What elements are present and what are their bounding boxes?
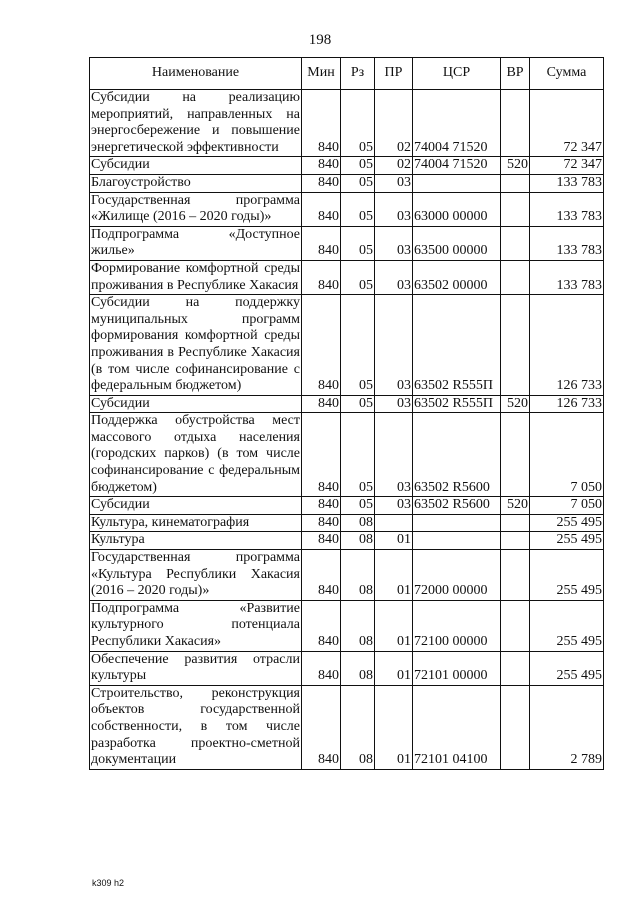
- header-name: Наименование: [90, 58, 302, 90]
- row-vr: [501, 413, 530, 497]
- footer-code: k309 h2: [92, 878, 125, 888]
- table-header-row: [90, 58, 604, 90]
- row-name: Культура, кинематография: [90, 514, 302, 532]
- row-csr: 74004 71520: [413, 90, 501, 157]
- row-sum: 72 347: [530, 157, 604, 175]
- row-min: 840: [302, 514, 341, 532]
- row-name: Государственная программа «Жилище (2016 – 2020 годы)»: [90, 192, 302, 226]
- table-row: [90, 497, 604, 515]
- row-sum: 133 783: [530, 260, 604, 294]
- table-row: [90, 295, 604, 396]
- row-csr: [413, 174, 501, 192]
- row-min: 840: [302, 395, 341, 413]
- row-rz: 08: [341, 651, 375, 685]
- page-number: 198: [308, 32, 332, 48]
- row-csr: 72000 00000: [413, 550, 501, 601]
- row-sum: 2 789: [530, 685, 604, 769]
- row-pr: 03: [375, 395, 413, 413]
- row-vr: [501, 600, 530, 651]
- row-csr: 72101 04100: [413, 685, 501, 769]
- row-csr: 72101 00000: [413, 651, 501, 685]
- row-name: Подпрограмма «Доступное жилье»: [90, 226, 302, 260]
- table-row: [90, 550, 604, 601]
- header-sum: Сумма: [530, 58, 604, 90]
- row-sum: 126 733: [530, 395, 604, 413]
- table-row: [90, 90, 604, 157]
- table-row: [90, 600, 604, 651]
- row-name: Поддержка обустройства мест массового отдыха населения (городских парков) (в том числе софинансирование с федеральным бюджетом): [90, 413, 302, 497]
- row-sum: 7 050: [530, 497, 604, 515]
- row-min: 840: [302, 651, 341, 685]
- table-row: [90, 532, 604, 550]
- row-sum: 133 783: [530, 174, 604, 192]
- row-min: 840: [302, 226, 341, 260]
- row-pr: 03: [375, 497, 413, 515]
- row-pr: 01: [375, 600, 413, 651]
- row-vr: 520: [501, 395, 530, 413]
- table-row: [90, 413, 604, 497]
- row-sum: 255 495: [530, 550, 604, 601]
- row-sum: 7 050: [530, 413, 604, 497]
- row-name: Обеспечение развития отрасли культуры: [90, 651, 302, 685]
- row-pr: 03: [375, 192, 413, 226]
- row-csr: 63502 R555П: [413, 395, 501, 413]
- row-pr: 02: [375, 157, 413, 175]
- row-min: 840: [302, 497, 341, 515]
- row-pr: 03: [375, 413, 413, 497]
- row-sum: 255 495: [530, 651, 604, 685]
- row-min: 840: [302, 295, 341, 396]
- row-min: 840: [302, 600, 341, 651]
- row-pr: 01: [375, 651, 413, 685]
- row-rz: 05: [341, 174, 375, 192]
- row-csr: [413, 532, 501, 550]
- row-vr: [501, 90, 530, 157]
- table-row: [90, 395, 604, 413]
- row-min: 840: [302, 532, 341, 550]
- row-rz: 05: [341, 395, 375, 413]
- table-row: [90, 685, 604, 769]
- row-sum: 126 733: [530, 295, 604, 396]
- row-vr: [501, 260, 530, 294]
- row-name: Субсидии: [90, 497, 302, 515]
- row-csr: 63502 R5600: [413, 413, 501, 497]
- row-sum: 255 495: [530, 532, 604, 550]
- row-min: 840: [302, 90, 341, 157]
- row-min: 840: [302, 550, 341, 601]
- row-pr: 01: [375, 685, 413, 769]
- table-row: [90, 157, 604, 175]
- row-vr: [501, 514, 530, 532]
- table-row: [90, 192, 604, 226]
- row-rz: 05: [341, 226, 375, 260]
- row-vr: [501, 651, 530, 685]
- row-csr: 63500 00000: [413, 226, 501, 260]
- row-min: 840: [302, 413, 341, 497]
- header-rz: Рз: [341, 58, 375, 90]
- row-sum: 133 783: [530, 226, 604, 260]
- row-vr: [501, 295, 530, 396]
- row-rz: 05: [341, 90, 375, 157]
- row-csr: [413, 514, 501, 532]
- row-pr: [375, 514, 413, 532]
- row-min: 840: [302, 260, 341, 294]
- table-body: [90, 90, 604, 770]
- table-row: [90, 174, 604, 192]
- row-pr: 02: [375, 90, 413, 157]
- row-name: Благоустройство: [90, 174, 302, 192]
- row-sum: 133 783: [530, 192, 604, 226]
- row-vr: [501, 174, 530, 192]
- row-vr: 520: [501, 157, 530, 175]
- row-name: Формирование комфортной среды проживания в Республике Хакасия: [90, 260, 302, 294]
- row-name: Субсидии: [90, 395, 302, 413]
- row-csr: 74004 71520: [413, 157, 501, 175]
- row-rz: 08: [341, 685, 375, 769]
- row-csr: 63000 00000: [413, 192, 501, 226]
- row-rz: 08: [341, 550, 375, 601]
- row-sum: 255 495: [530, 600, 604, 651]
- table-row: [90, 260, 604, 294]
- row-rz: 05: [341, 497, 375, 515]
- row-vr: [501, 192, 530, 226]
- row-csr: 63502 R5600: [413, 497, 501, 515]
- row-pr: 01: [375, 532, 413, 550]
- row-name: Культура: [90, 532, 302, 550]
- header-csr: ЦСР: [413, 58, 501, 90]
- row-rz: 05: [341, 192, 375, 226]
- row-rz: 08: [341, 532, 375, 550]
- row-sum: 72 347: [530, 90, 604, 157]
- row-csr: 63502 00000: [413, 260, 501, 294]
- row-pr: 03: [375, 295, 413, 396]
- row-name: Государственная программа «Культура Республики Хакасия (2016 – 2020 годы)»: [90, 550, 302, 601]
- row-sum: 255 495: [530, 514, 604, 532]
- row-rz: 08: [341, 600, 375, 651]
- row-pr: 03: [375, 260, 413, 294]
- row-min: 840: [302, 685, 341, 769]
- row-vr: [501, 532, 530, 550]
- header-min: Мин: [302, 58, 341, 90]
- row-vr: 520: [501, 497, 530, 515]
- header-vr: ВР: [501, 58, 530, 90]
- table-row: [90, 651, 604, 685]
- row-csr: 72100 00000: [413, 600, 501, 651]
- row-pr: 01: [375, 550, 413, 601]
- row-pr: 03: [375, 174, 413, 192]
- row-name: Строительство, реконструкция объектов государственной собственности, в том числе разработка проектно-сметной документации: [90, 685, 302, 769]
- row-vr: [501, 550, 530, 601]
- row-vr: [501, 226, 530, 260]
- header-pr: ПР: [375, 58, 413, 90]
- row-csr: 63502 R555П: [413, 295, 501, 396]
- row-rz: 05: [341, 295, 375, 396]
- row-rz: 05: [341, 260, 375, 294]
- row-vr: [501, 685, 530, 769]
- table-row: [90, 514, 604, 532]
- table-row: [90, 226, 604, 260]
- row-pr: 03: [375, 226, 413, 260]
- row-name: Субсидии на реализацию мероприятий, направленных на энергосбережение и повышение энергетической эффективности: [90, 90, 302, 157]
- row-min: 840: [302, 157, 341, 175]
- row-rz: 08: [341, 514, 375, 532]
- row-min: 840: [302, 174, 341, 192]
- row-name: Субсидии: [90, 157, 302, 175]
- row-min: 840: [302, 192, 341, 226]
- row-name: Подпрограмма «Развитие культурного потенциала Республики Хакасия»: [90, 600, 302, 651]
- row-rz: 05: [341, 413, 375, 497]
- row-name: Субсидии на поддержку муниципальных программ формирования комфортной среды проживания в Республике Хакасия (в том числе софинансирование с федеральным бюджетом): [90, 295, 302, 396]
- row-rz: 05: [341, 157, 375, 175]
- budget-table: [89, 57, 604, 770]
